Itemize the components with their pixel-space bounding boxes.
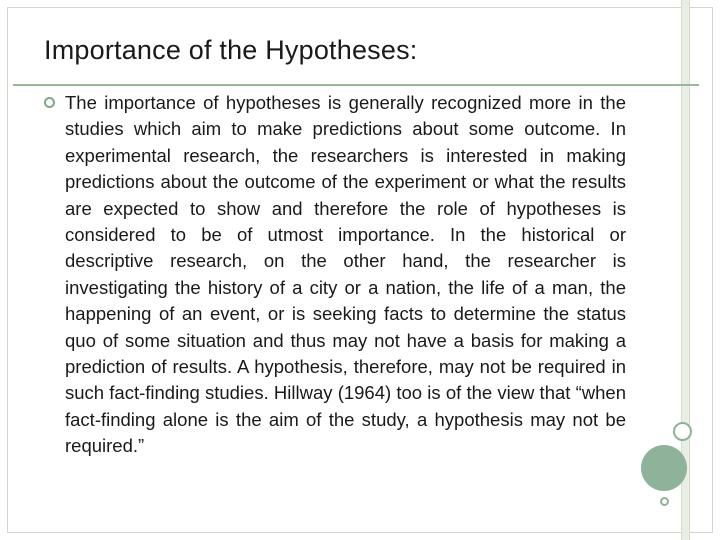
bullet-item bbox=[44, 90, 626, 460]
decorative-ring-icon bbox=[673, 422, 692, 441]
ring-bullet-icon bbox=[44, 97, 55, 108]
title-divider bbox=[13, 84, 699, 86]
slide-title: Importance of the Hypotheses: bbox=[44, 35, 418, 65]
decorative-dot-icon bbox=[641, 445, 687, 491]
bullet-text: The importance of hypotheses is generally recognized more in the studies which aim to make predictions about some outcome. In experimental research, the researchers is interested in making predictions about the outcome of the experiment or what the results are expected to show and therefore the role of hypotheses is considered to be of utmost importance. In the historical or descriptive research, on the other hand, the researcher is investigating the history of a city or a nation, the life of a man, the happening of an event, or is seeking facts to determine the status quo of some situation and thus may not have a basis for making a prediction of results. A hypothesis, therefore, may not be required in such fact-finding studies. Hillway (1964) too is of the view that “when fact-finding alone is the aim of the study, a hypothesis may not be required.” bbox=[65, 92, 626, 457]
decorative-small-ring-icon bbox=[660, 497, 669, 506]
